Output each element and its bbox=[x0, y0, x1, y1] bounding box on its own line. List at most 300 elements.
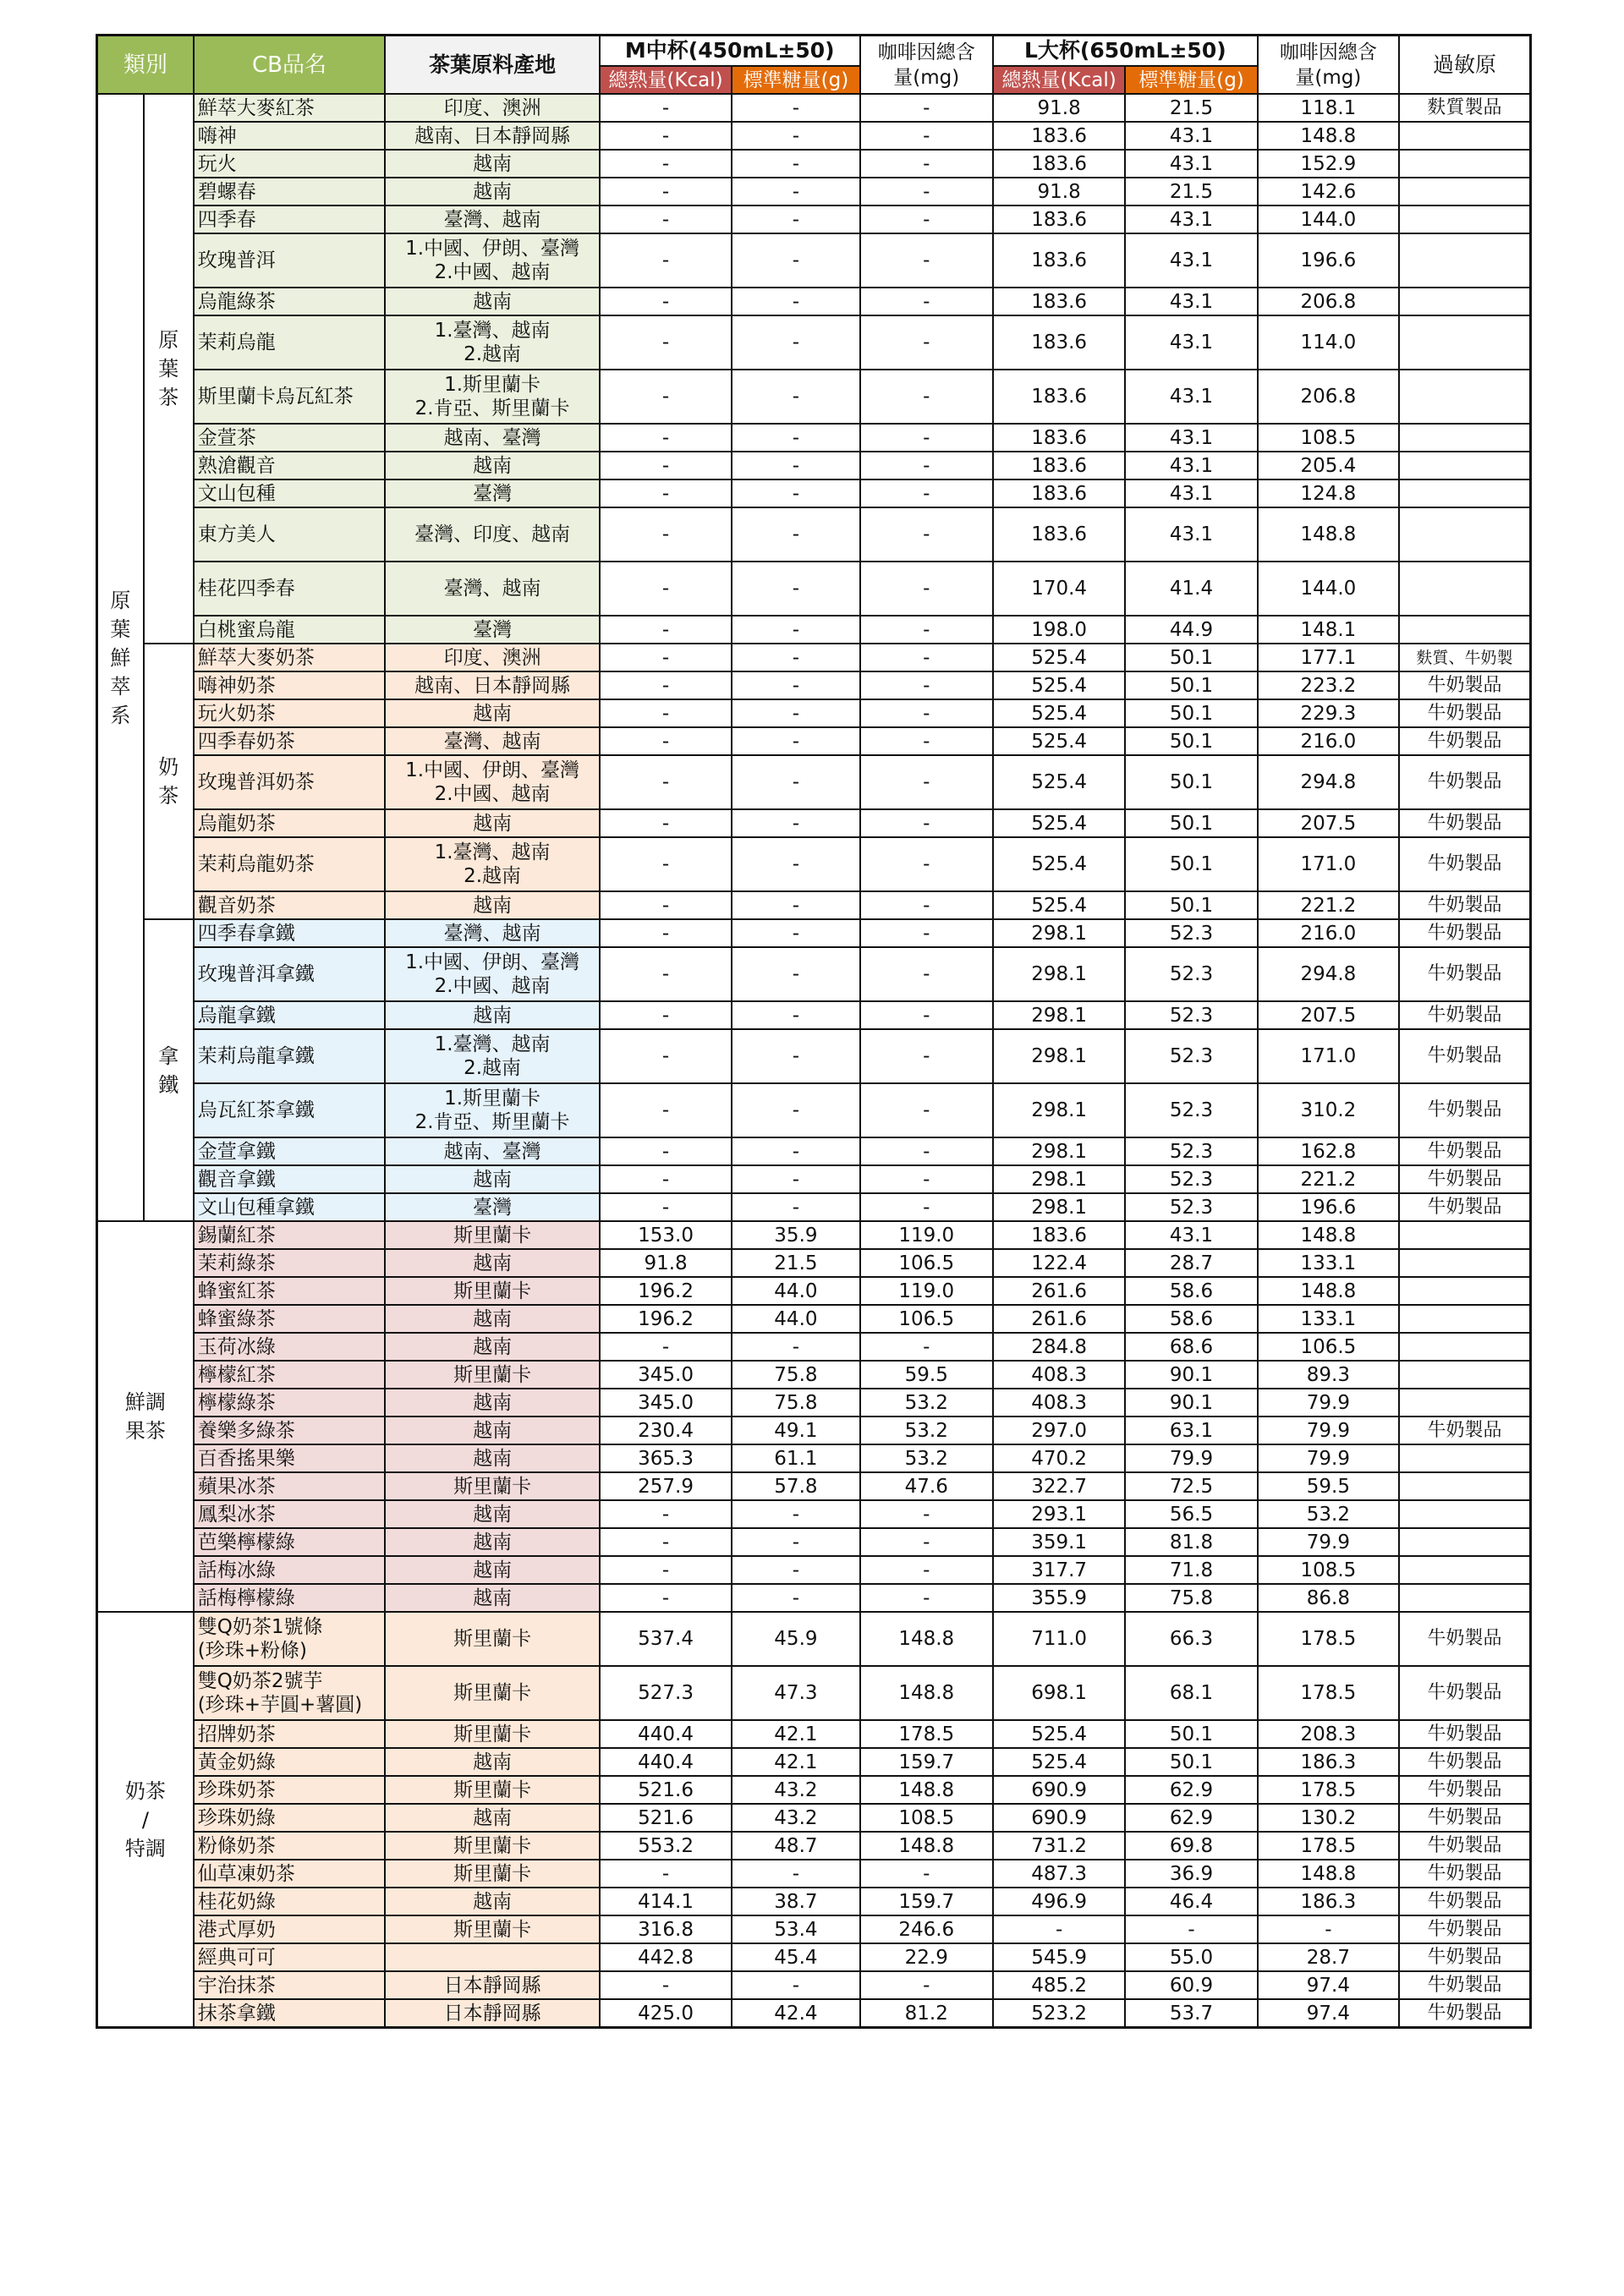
product-name-line: 雙Q奶茶1號條 bbox=[197, 1616, 323, 1638]
l-caffeine-value: 221.2 bbox=[1258, 1165, 1399, 1193]
m-calories-value: - bbox=[600, 1556, 732, 1584]
table-row bbox=[97, 1888, 1531, 1915]
l-calories-value: 122.4 bbox=[993, 1249, 1125, 1277]
l-caffeine-value: 148.8 bbox=[1258, 1221, 1399, 1249]
product-name-line: 東方美人 bbox=[197, 523, 276, 545]
l-sugar-value: 50.1 bbox=[1125, 699, 1257, 727]
m-sugar-value: 35.9 bbox=[732, 1221, 859, 1249]
tea-origin-line: 斯里蘭卡 bbox=[453, 1723, 532, 1745]
m-caffeine-value: - bbox=[860, 616, 993, 644]
l-calories-value: 525.4 bbox=[993, 671, 1125, 699]
l-sugar-value: 21.5 bbox=[1125, 94, 1257, 122]
m-sugar-value: - bbox=[732, 178, 859, 205]
tea-origin-line: 斯里蘭卡 bbox=[453, 1862, 532, 1885]
l-sugar-value: 43.1 bbox=[1125, 315, 1257, 370]
tea-origin bbox=[385, 1305, 600, 1333]
tea-origin-line: 越南 bbox=[473, 1335, 513, 1358]
l-caffeine-value: 144.0 bbox=[1258, 205, 1399, 233]
tea-origin-line: 越南 bbox=[473, 1391, 513, 1414]
allergen-value bbox=[1399, 1277, 1530, 1305]
m-sugar-value: - bbox=[732, 1584, 859, 1612]
l-sugar-value: 50.1 bbox=[1125, 671, 1257, 699]
l-sugar-value: 50.1 bbox=[1125, 891, 1257, 919]
m-sugar-value: 75.8 bbox=[732, 1389, 859, 1417]
l-caffeine-value: 28.7 bbox=[1258, 1943, 1399, 1971]
m-caffeine-value: - bbox=[860, 424, 993, 452]
m-sugar-value: - bbox=[732, 616, 859, 644]
l-caffeine-value: - bbox=[1258, 1915, 1399, 1943]
tea-origin bbox=[385, 1860, 600, 1888]
tea-origin bbox=[385, 1776, 600, 1804]
tea-origin bbox=[385, 315, 600, 370]
m-caffeine-value: 81.2 bbox=[860, 1999, 993, 2028]
m-sugar-value: - bbox=[732, 1029, 859, 1083]
subcategory-label bbox=[144, 644, 194, 919]
table-row bbox=[97, 94, 1531, 122]
product-name-line: 鳳梨冰茶 bbox=[197, 1503, 276, 1526]
table-row bbox=[97, 1221, 1531, 1249]
l-caffeine-value: 148.1 bbox=[1258, 616, 1399, 644]
tea-origin-line: 臺灣 bbox=[473, 618, 513, 641]
allergen-value: 牛奶製品 bbox=[1399, 1915, 1530, 1943]
allergen-value bbox=[1399, 370, 1530, 424]
tea-origin-line: 臺灣、越南 bbox=[443, 208, 541, 231]
tea-origin bbox=[385, 1001, 600, 1029]
subcategory-label-char: 鐵 bbox=[158, 1072, 179, 1097]
product-name bbox=[194, 1333, 386, 1361]
table-row bbox=[97, 919, 1531, 947]
tea-origin-line: 斯里蘭卡 bbox=[453, 1778, 532, 1801]
product-name-line: 宇治抹茶 bbox=[197, 1974, 276, 1997]
product-name bbox=[194, 1165, 386, 1193]
m-calories-value: 345.0 bbox=[600, 1389, 732, 1417]
l-calories-value: - bbox=[993, 1915, 1125, 1943]
tea-origin-line: 斯里蘭卡 bbox=[453, 1682, 532, 1704]
subcategory-label-char: 拿 bbox=[158, 1044, 179, 1068]
product-name-line: 觀音奶茶 bbox=[197, 894, 276, 917]
product-name-line: 玉荷冰綠 bbox=[197, 1335, 276, 1358]
product-name-line: 烏龍拿鐵 bbox=[197, 1004, 276, 1027]
product-name-line: 四季春 bbox=[197, 208, 256, 231]
product-name bbox=[194, 644, 386, 671]
allergen-value: 牛奶製品 bbox=[1399, 1417, 1530, 1444]
product-name bbox=[194, 507, 386, 562]
allergen-value: 牛奶製品 bbox=[1399, 1720, 1530, 1748]
allergen-value bbox=[1399, 562, 1530, 616]
product-name bbox=[194, 1221, 386, 1249]
tea-origin-line: 2.中國、越南 bbox=[434, 261, 551, 283]
nutrition-table bbox=[96, 34, 1532, 2029]
product-name-line: 四季春奶茶 bbox=[197, 730, 295, 753]
tea-origin-line: 越南 bbox=[473, 1419, 513, 1442]
table-row bbox=[97, 947, 1531, 1001]
table-row bbox=[97, 809, 1531, 837]
m-caffeine-value: 148.8 bbox=[860, 1666, 993, 1720]
m-sugar-value: 38.7 bbox=[732, 1888, 859, 1915]
allergen-value bbox=[1399, 178, 1530, 205]
table-row bbox=[97, 1612, 1531, 1666]
tea-origin-line: 越南 bbox=[473, 454, 513, 477]
header-origin: 茶葉原料產地 bbox=[385, 36, 600, 95]
allergen-value bbox=[1399, 1500, 1530, 1528]
product-name-line: 熟滄觀音 bbox=[197, 454, 276, 477]
m-caffeine-value: - bbox=[860, 452, 993, 479]
l-sugar-value: 41.4 bbox=[1125, 562, 1257, 616]
allergen-value bbox=[1399, 205, 1530, 233]
m-sugar-value: - bbox=[732, 562, 859, 616]
l-caffeine-value: 205.4 bbox=[1258, 452, 1399, 479]
m-caffeine-value: - bbox=[860, 1584, 993, 1612]
table-row bbox=[97, 755, 1531, 809]
subcategory-label-char: 原 bbox=[158, 328, 179, 352]
m-calories-value: - bbox=[600, 1971, 732, 1999]
m-calories-value: - bbox=[600, 1083, 732, 1137]
product-name bbox=[194, 1832, 386, 1860]
tea-origin bbox=[385, 1748, 600, 1776]
tea-origin bbox=[385, 1528, 600, 1556]
tea-origin-line: 日本靜岡縣 bbox=[443, 2002, 541, 2025]
allergen-value bbox=[1399, 1221, 1530, 1249]
m-calories-value: - bbox=[600, 507, 732, 562]
product-name bbox=[194, 370, 386, 424]
m-caffeine-value: - bbox=[860, 891, 993, 919]
tea-origin bbox=[385, 424, 600, 452]
l-calories-value: 183.6 bbox=[993, 233, 1125, 288]
m-caffeine-value: - bbox=[860, 507, 993, 562]
table-row bbox=[97, 671, 1531, 699]
m-calories-value: - bbox=[600, 699, 732, 727]
m-caffeine-value: 119.0 bbox=[860, 1277, 993, 1305]
l-sugar-value: 58.6 bbox=[1125, 1305, 1257, 1333]
subcategory-label-char: 葉 bbox=[158, 357, 179, 381]
l-caffeine-value: 162.8 bbox=[1258, 1137, 1399, 1165]
tea-origin bbox=[385, 1915, 600, 1943]
l-caffeine-value: 171.0 bbox=[1258, 1029, 1399, 1083]
allergen-value: 牛奶製品 bbox=[1399, 1748, 1530, 1776]
tea-origin-line: 1.斯里蘭卡 bbox=[444, 1088, 541, 1110]
table-row bbox=[97, 1137, 1531, 1165]
allergen-value: 牛奶製品 bbox=[1399, 837, 1530, 891]
m-calories-value: 521.6 bbox=[600, 1776, 732, 1804]
table-row bbox=[97, 1305, 1531, 1333]
l-sugar-value: 43.1 bbox=[1125, 507, 1257, 562]
product-name-line: 錫蘭紅茶 bbox=[197, 1224, 276, 1247]
m-caffeine-value: - bbox=[860, 837, 993, 891]
tea-origin bbox=[385, 288, 600, 315]
allergen-value: 牛奶製品 bbox=[1399, 1971, 1530, 1999]
tea-origin-line: 1.中國、伊朗、臺灣 bbox=[405, 238, 580, 260]
allergen-value: 牛奶製品 bbox=[1399, 1612, 1530, 1666]
tea-origin-line: 越南 bbox=[473, 812, 513, 835]
m-sugar-value: - bbox=[732, 1528, 859, 1556]
product-name-line: 斯里蘭卡烏瓦紅茶 bbox=[197, 386, 354, 408]
l-caffeine-value: 79.9 bbox=[1258, 1389, 1399, 1417]
m-calories-value: 537.4 bbox=[600, 1612, 732, 1666]
allergen-value bbox=[1399, 1556, 1530, 1584]
tea-origin bbox=[385, 452, 600, 479]
l-calories-value: 525.4 bbox=[993, 1748, 1125, 1776]
header-m-sugar: 標準糖量(g) bbox=[732, 66, 859, 94]
product-name bbox=[194, 699, 386, 727]
product-name bbox=[194, 1305, 386, 1333]
table-row bbox=[97, 1832, 1531, 1860]
l-caffeine-value: 221.2 bbox=[1258, 891, 1399, 919]
product-name-line: 玫瑰普洱 bbox=[197, 249, 276, 271]
allergen-value bbox=[1399, 1444, 1530, 1472]
l-sugar-value: 43.1 bbox=[1125, 150, 1257, 178]
header-name: CB品名 bbox=[194, 36, 386, 95]
table-row bbox=[97, 424, 1531, 452]
tea-origin-line: 越南 bbox=[473, 180, 513, 203]
header-l-caffeine-line2: 量(mg) bbox=[1295, 66, 1362, 89]
table-row bbox=[97, 1860, 1531, 1888]
m-sugar-value: 53.4 bbox=[732, 1915, 859, 1943]
m-calories-value: 442.8 bbox=[600, 1943, 732, 1971]
l-sugar-value: 50.1 bbox=[1125, 837, 1257, 891]
l-calories-value: 690.9 bbox=[993, 1804, 1125, 1832]
m-caffeine-value: - bbox=[860, 288, 993, 315]
tea-origin bbox=[385, 178, 600, 205]
m-caffeine-value: - bbox=[860, 1528, 993, 1556]
m-calories-value: - bbox=[600, 1860, 732, 1888]
l-calories-value: 525.4 bbox=[993, 699, 1125, 727]
l-caffeine-value: 216.0 bbox=[1258, 727, 1399, 755]
tea-origin bbox=[385, 1584, 600, 1612]
l-calories-value: 525.4 bbox=[993, 1720, 1125, 1748]
l-calories-value: 487.3 bbox=[993, 1860, 1125, 1888]
product-name-line: 玫瑰普洱奶茶 bbox=[197, 771, 315, 793]
allergen-value: 牛奶製品 bbox=[1399, 699, 1530, 727]
allergen-value: 牛奶製品 bbox=[1399, 1029, 1530, 1083]
m-calories-value: 196.2 bbox=[600, 1305, 732, 1333]
tea-origin-line: 越南 bbox=[473, 1004, 513, 1027]
m-calories-value: - bbox=[600, 178, 732, 205]
tea-origin-line: 越南 bbox=[473, 152, 513, 175]
m-sugar-value: - bbox=[732, 1860, 859, 1888]
product-name-line: 鮮萃大麥紅茶 bbox=[197, 96, 315, 119]
l-calories-value: 359.1 bbox=[993, 1528, 1125, 1556]
m-calories-value: - bbox=[600, 1528, 732, 1556]
l-sugar-value: 36.9 bbox=[1125, 1860, 1257, 1888]
tea-origin-line: 印度、澳洲 bbox=[443, 96, 541, 119]
m-caffeine-value: - bbox=[860, 122, 993, 150]
l-caffeine-value: 229.3 bbox=[1258, 699, 1399, 727]
product-name bbox=[194, 1999, 386, 2028]
l-sugar-value: 90.1 bbox=[1125, 1361, 1257, 1389]
product-name-line: 桂花奶綠 bbox=[197, 1890, 276, 1913]
product-name bbox=[194, 727, 386, 755]
product-name bbox=[194, 1943, 386, 1971]
tea-origin bbox=[385, 1389, 600, 1417]
product-name bbox=[194, 755, 386, 809]
l-caffeine-value: 79.9 bbox=[1258, 1528, 1399, 1556]
l-caffeine-value: 124.8 bbox=[1258, 479, 1399, 507]
l-calories-value: 470.2 bbox=[993, 1444, 1125, 1472]
allergen-value: 牛奶製品 bbox=[1399, 1888, 1530, 1915]
table-row bbox=[97, 1083, 1531, 1137]
tea-origin bbox=[385, 1666, 600, 1720]
m-calories-value: - bbox=[600, 1584, 732, 1612]
product-name bbox=[194, 150, 386, 178]
l-calories-value: 183.6 bbox=[993, 150, 1125, 178]
m-caffeine-value: - bbox=[860, 1500, 993, 1528]
l-calories-value: 322.7 bbox=[993, 1472, 1125, 1500]
m-sugar-value: 75.8 bbox=[732, 1361, 859, 1389]
m-sugar-value: 43.2 bbox=[732, 1776, 859, 1804]
m-sugar-value: 45.9 bbox=[732, 1612, 859, 1666]
product-name bbox=[194, 1417, 386, 1444]
product-name-line: 烏瓦紅茶拿鐵 bbox=[197, 1099, 315, 1121]
m-calories-value: - bbox=[600, 1500, 732, 1528]
product-name-line: 芭樂檸檬綠 bbox=[197, 1531, 295, 1553]
table-body bbox=[97, 94, 1531, 2028]
product-name-line: 蘋果冰茶 bbox=[197, 1475, 276, 1498]
l-sugar-value: 43.1 bbox=[1125, 288, 1257, 315]
category-label-line: 特調 bbox=[124, 1836, 166, 1860]
l-calories-value: 183.6 bbox=[993, 452, 1125, 479]
tea-origin-line: 臺灣 bbox=[473, 1196, 513, 1219]
l-calories-value: 525.4 bbox=[993, 755, 1125, 809]
m-caffeine-value: - bbox=[860, 150, 993, 178]
l-calories-value: 525.4 bbox=[993, 809, 1125, 837]
m-caffeine-value: - bbox=[860, 1165, 993, 1193]
m-sugar-value: - bbox=[732, 205, 859, 233]
l-calories-value: 293.1 bbox=[993, 1500, 1125, 1528]
tea-origin bbox=[385, 1971, 600, 1999]
table-row bbox=[97, 616, 1531, 644]
tea-origin bbox=[385, 1556, 600, 1584]
allergen-value: 麩質製品 bbox=[1399, 94, 1530, 122]
tea-origin-line: 越南 bbox=[473, 1503, 513, 1526]
m-calories-value: 365.3 bbox=[600, 1444, 732, 1472]
product-name-line: 嗨神 bbox=[197, 124, 237, 147]
product-name-line: 粉條奶茶 bbox=[197, 1834, 276, 1857]
m-sugar-value: - bbox=[732, 1001, 859, 1029]
m-calories-value: - bbox=[600, 644, 732, 671]
l-sugar-value: 56.5 bbox=[1125, 1500, 1257, 1528]
tea-origin-line: 1.中國、伊朗、臺灣 bbox=[405, 759, 580, 781]
header-category: 類別 bbox=[97, 36, 194, 95]
product-name bbox=[194, 1584, 386, 1612]
allergen-value bbox=[1399, 507, 1530, 562]
tea-origin-line: 1.臺灣、越南 bbox=[434, 320, 551, 342]
table-row bbox=[97, 122, 1531, 150]
tea-origin-line: 臺灣、越南 bbox=[443, 578, 541, 600]
product-name bbox=[194, 452, 386, 479]
l-caffeine-value: 177.1 bbox=[1258, 644, 1399, 671]
m-sugar-value: - bbox=[732, 1971, 859, 1999]
product-name-line: 雙Q奶茶2號芋 bbox=[197, 1670, 323, 1692]
category-label-char: 葉 bbox=[110, 616, 131, 641]
product-name-line: 經典可可 bbox=[197, 1946, 276, 1969]
allergen-value: 牛奶製品 bbox=[1399, 919, 1530, 947]
m-caffeine-value: 246.6 bbox=[860, 1915, 993, 1943]
l-calories-value: 525.4 bbox=[993, 644, 1125, 671]
product-name bbox=[194, 1888, 386, 1915]
product-name bbox=[194, 1472, 386, 1500]
tea-origin bbox=[385, 1888, 600, 1915]
tea-origin-line: 2.越南 bbox=[464, 343, 522, 365]
m-calories-value: - bbox=[600, 452, 732, 479]
m-caffeine-value: - bbox=[860, 919, 993, 947]
allergen-value: 牛奶製品 bbox=[1399, 1083, 1530, 1137]
m-caffeine-value: 159.7 bbox=[860, 1748, 993, 1776]
product-name bbox=[194, 122, 386, 150]
m-sugar-value: 49.1 bbox=[732, 1417, 859, 1444]
tea-origin bbox=[385, 616, 600, 644]
tea-origin bbox=[385, 1361, 600, 1389]
l-sugar-value: 55.0 bbox=[1125, 1943, 1257, 1971]
m-sugar-value: 61.1 bbox=[732, 1444, 859, 1472]
allergen-value: 牛奶製品 bbox=[1399, 1165, 1530, 1193]
table-row bbox=[97, 1999, 1531, 2028]
allergen-value: 牛奶製品 bbox=[1399, 671, 1530, 699]
l-caffeine-value: 114.0 bbox=[1258, 315, 1399, 370]
tea-origin bbox=[385, 1832, 600, 1860]
tea-origin bbox=[385, 1083, 600, 1137]
tea-origin bbox=[385, 1029, 600, 1083]
table-row bbox=[97, 699, 1531, 727]
m-calories-value: - bbox=[600, 1193, 732, 1221]
subcategory-label bbox=[144, 94, 194, 644]
m-sugar-value: 44.0 bbox=[732, 1277, 859, 1305]
table-row bbox=[97, 1971, 1531, 1999]
l-calories-value: 317.7 bbox=[993, 1556, 1125, 1584]
tea-origin-line: 越南 bbox=[473, 1559, 513, 1581]
tea-origin-line: 臺灣、越南 bbox=[443, 730, 541, 753]
table-row bbox=[97, 1915, 1531, 1943]
m-sugar-value: - bbox=[732, 699, 859, 727]
m-sugar-value: - bbox=[732, 288, 859, 315]
m-caffeine-value: 148.8 bbox=[860, 1612, 993, 1666]
l-sugar-value: 63.1 bbox=[1125, 1417, 1257, 1444]
header-allergen: 過敏原 bbox=[1399, 36, 1530, 95]
tea-origin bbox=[385, 837, 600, 891]
product-name-line: 蜂蜜紅茶 bbox=[197, 1280, 276, 1302]
l-calories-value: 183.6 bbox=[993, 205, 1125, 233]
m-caffeine-value: - bbox=[860, 1029, 993, 1083]
l-calories-value: 711.0 bbox=[993, 1612, 1125, 1666]
m-caffeine-value: 178.5 bbox=[860, 1720, 993, 1748]
m-calories-value: - bbox=[600, 947, 732, 1001]
allergen-value: 牛奶製品 bbox=[1399, 1666, 1530, 1720]
product-name bbox=[194, 1915, 386, 1943]
header-l-caffeine-line1: 咖啡因總含 bbox=[1279, 41, 1377, 63]
m-calories-value: - bbox=[600, 1001, 732, 1029]
product-name bbox=[194, 1500, 386, 1528]
m-calories-value: - bbox=[600, 1137, 732, 1165]
table-row bbox=[97, 205, 1531, 233]
l-caffeine-value: 206.8 bbox=[1258, 288, 1399, 315]
m-calories-value: - bbox=[600, 671, 732, 699]
l-caffeine-value: 152.9 bbox=[1258, 150, 1399, 178]
l-sugar-value: 43.1 bbox=[1125, 233, 1257, 288]
m-calories-value: - bbox=[600, 1333, 732, 1361]
l-calories-value: 485.2 bbox=[993, 1971, 1125, 1999]
tea-origin-line: 2.中國、越南 bbox=[434, 783, 551, 805]
allergen-value bbox=[1399, 616, 1530, 644]
table-row bbox=[97, 178, 1531, 205]
l-sugar-value: 52.3 bbox=[1125, 1029, 1257, 1083]
tea-origin-line: 越南 bbox=[473, 702, 513, 725]
category-label bbox=[97, 1612, 194, 2028]
m-calories-value: 553.2 bbox=[600, 1832, 732, 1860]
l-caffeine-value: 148.8 bbox=[1258, 1277, 1399, 1305]
l-sugar-value: 52.3 bbox=[1125, 919, 1257, 947]
l-calories-value: 298.1 bbox=[993, 1165, 1125, 1193]
product-name-line: 嗨神奶茶 bbox=[197, 674, 276, 697]
tea-origin bbox=[385, 1720, 600, 1748]
